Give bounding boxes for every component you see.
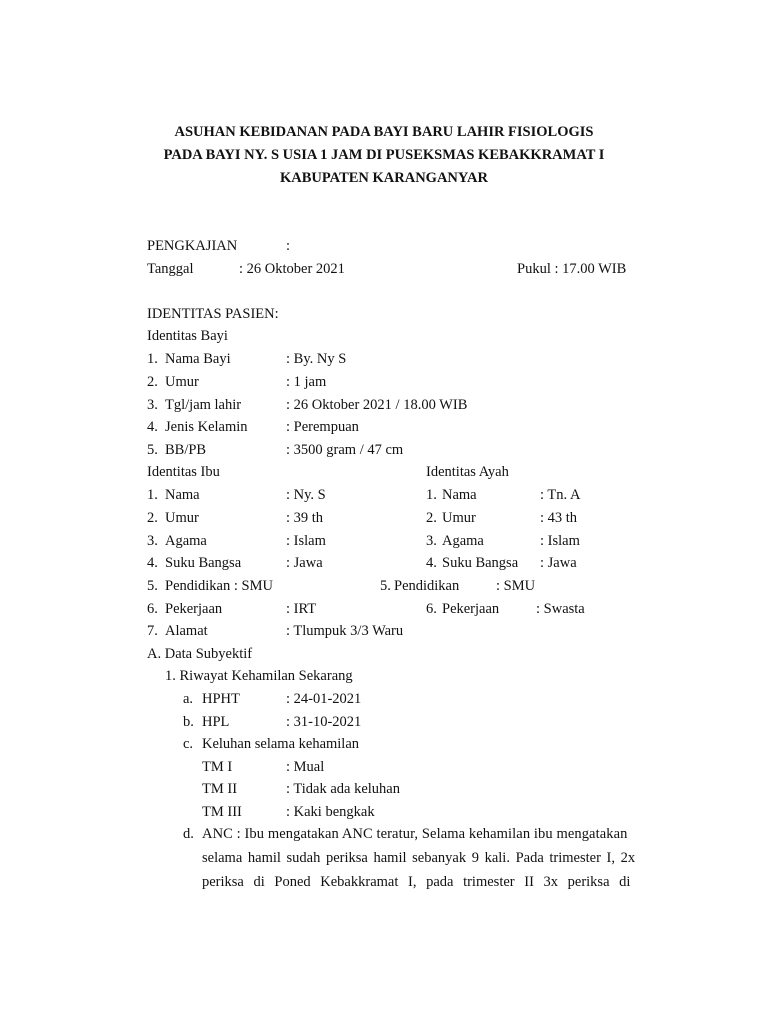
row-number: 2. (147, 510, 158, 526)
identitas-bayi-heading: Identitas Bayi (147, 328, 228, 344)
row-value: : Perempuan (286, 419, 359, 435)
row-value: : Tn. A (540, 487, 581, 503)
row-number: 4. (147, 555, 158, 571)
row-label: Suku Bangsa (165, 555, 242, 571)
row-label: Pekerjaan (165, 601, 223, 617)
row-value: : IRT (286, 601, 317, 617)
doc-title-line-3: KABUPATEN KARANGANYAR (280, 170, 488, 186)
row-label: Keluhan selama kehamilan (202, 736, 360, 752)
row-number: 7. (147, 623, 158, 639)
row-number: 5. (147, 578, 158, 594)
pukul-value: Pukul : 17.00 WIB (517, 261, 627, 277)
row-label: HPHT (202, 691, 240, 707)
pengkajian-label: PENGKAJIAN (147, 238, 238, 254)
row-value: : Swasta (536, 601, 585, 617)
row-label: Jenis Kelamin (165, 419, 248, 435)
row-label: Suku Bangsa (442, 555, 519, 571)
row-number: 1. (147, 351, 158, 367)
row-number: 6. (147, 601, 158, 617)
row-value: : 39 th (286, 510, 324, 526)
row-value: : Jawa (286, 555, 323, 571)
row-number: 4. (426, 555, 437, 571)
list-letter: d. (183, 826, 194, 842)
pengkajian-colon: : (286, 238, 291, 254)
list-letter: a. (183, 691, 194, 707)
row-value: : Jawa (540, 555, 577, 571)
row-number: 1. (147, 487, 158, 503)
row-value: : Mual (286, 759, 325, 775)
identitas-pasien-heading: IDENTITAS PASIEN: (147, 306, 279, 322)
row-label: HPL (202, 714, 230, 730)
row-label: Umur (165, 374, 199, 390)
row-value: : Islam (286, 533, 326, 549)
row-number: 3. (426, 533, 437, 549)
row-label: BB/PB (165, 442, 207, 458)
row-label: Nama (442, 487, 477, 503)
row-label: Umur (442, 510, 476, 526)
identitas-ayah-heading: Identitas Ayah (426, 464, 509, 480)
row-value: : 31-10-2021 (286, 714, 362, 730)
row-label: Tgl/jam lahir (165, 397, 242, 413)
row-value: : Kaki bengkak (286, 804, 375, 820)
list-letter: b. (183, 714, 194, 730)
row-value: : 3500 gram / 47 cm (286, 442, 404, 458)
row-label: Pendidikan : SMU (165, 578, 273, 594)
row-number: 4. (147, 419, 158, 435)
doc-title-line-1: ASUHAN KEBIDANAN PADA BAYI BARU LAHIR FISIOLOGIS (174, 124, 594, 140)
paragraph-line: ANC : Ibu mengatakan ANC teratur, Selama kehamilan ibu mengatakan (202, 826, 628, 842)
row-value: : 24-01-2021 (286, 691, 362, 707)
row-value: : Tlumpuk 3/3 Waru (286, 623, 404, 639)
row-label: Nama Bayi (165, 351, 231, 367)
row-label: Nama (165, 487, 200, 503)
row-number: 6. (426, 601, 437, 617)
paragraph-line: periksa di Poned Kebakkramat I, pada trimester II 3x periksa di (202, 874, 631, 890)
row-number: 5. (147, 442, 158, 458)
list-letter: c. (183, 736, 194, 752)
row-label: Agama (165, 533, 207, 549)
row-label: Pendidikan (394, 578, 460, 594)
row-label: TM III (202, 804, 242, 820)
row-label: TM I (202, 759, 233, 775)
row-label: Alamat (165, 623, 208, 639)
row-number: 3. (147, 533, 158, 549)
row-label: Pekerjaan (442, 601, 500, 617)
row-value: : SMU (496, 578, 536, 594)
subsection-heading: 1. Riwayat Kehamilan Sekarang (165, 668, 353, 684)
doc-title-line-2: PADA BAYI NY. S USIA 1 JAM DI PUSEKSMAS KEBAKKRAMAT I (163, 147, 605, 163)
row-number: 1. (426, 487, 437, 503)
row-value: : Ny. S (286, 487, 326, 503)
row-label: TM II (202, 781, 238, 797)
row-value: : 43 th (540, 510, 578, 526)
tanggal-value: : 26 Oktober 2021 (239, 261, 345, 277)
section-heading: A. Data Subyektif (147, 646, 253, 662)
row-value: : Tidak ada keluhan (286, 781, 400, 797)
row-value: : 1 jam (286, 374, 327, 390)
tanggal-label: Tanggal (147, 261, 194, 277)
row-value: : 26 Oktober 2021 / 18.00 WIB (286, 397, 468, 413)
row-value: : By. Ny S (286, 351, 347, 367)
identitas-ibu-heading: Identitas Ibu (147, 464, 220, 480)
row-number: 3. (147, 397, 158, 413)
paragraph-line: selama hamil sudah periksa hamil sebanyak 9 kali. Pada trimester I, 2x (202, 850, 636, 866)
row-label: Agama (442, 533, 484, 549)
row-number: 5. (380, 578, 391, 594)
row-label: Umur (165, 510, 199, 526)
row-number: 2. (426, 510, 437, 526)
row-value: : Islam (540, 533, 580, 549)
row-number: 2. (147, 374, 158, 390)
